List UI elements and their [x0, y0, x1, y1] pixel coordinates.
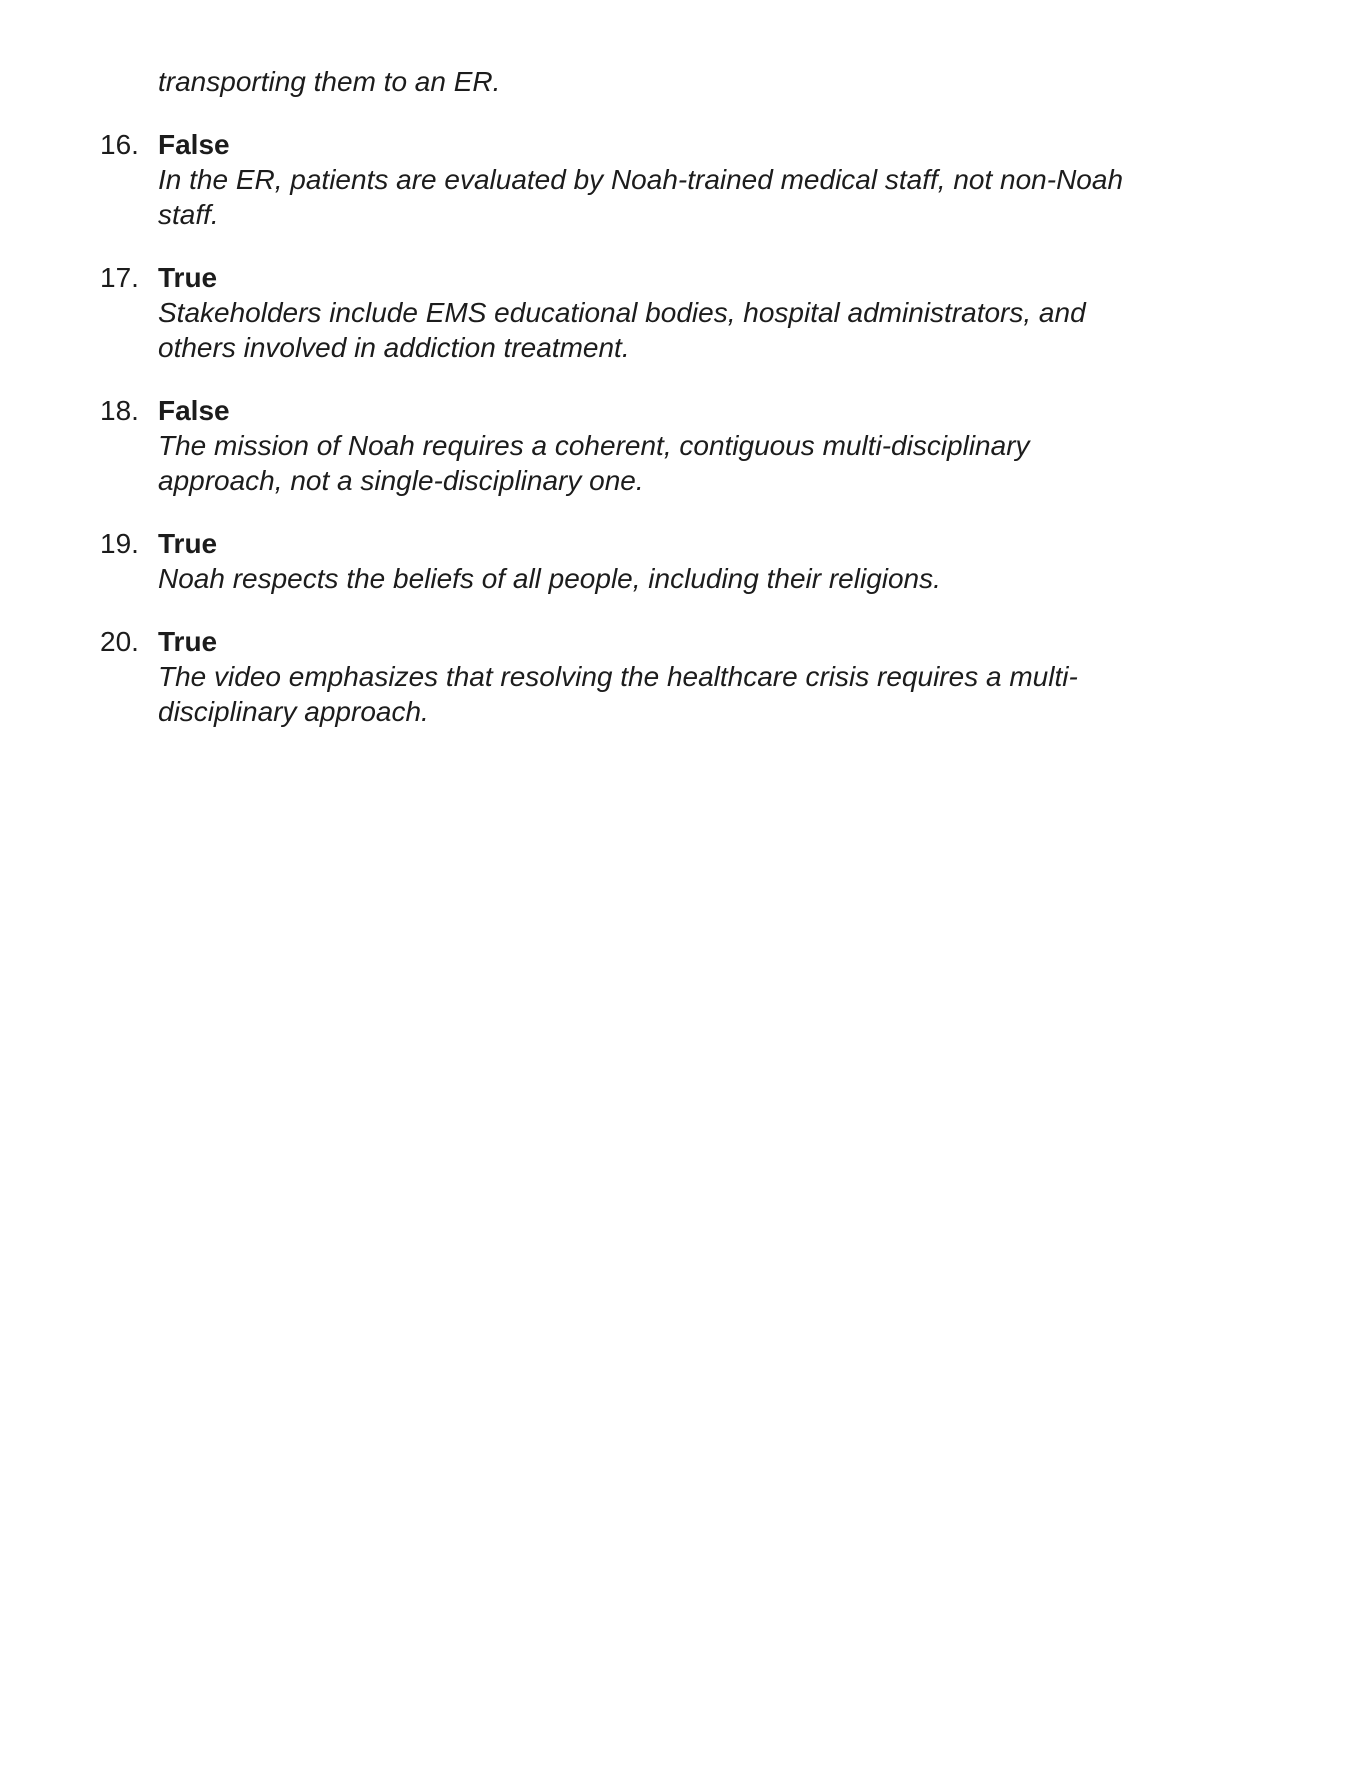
qa-answer-label: False [158, 129, 230, 160]
qa-explanation-text: Stakeholders include EMS educational bodies, hospital administrators, and others involved in addiction treatment. [158, 297, 1086, 363]
qa-item-number: 20. [100, 626, 139, 657]
qa-item-19 [100, 526, 1246, 596]
qa-item-number: 16. [100, 129, 139, 160]
qa-item-17 [100, 260, 1246, 365]
qa-explanation-text: The mission of Noah requires a coherent, contiguous multi-disciplinary approach, not a single-disciplinary one. [158, 430, 1030, 496]
qa-item-body [158, 127, 1158, 232]
qa-explanation-text: The video emphasizes that resolving the healthcare crisis requires a multi-disciplinary approach. [158, 661, 1078, 727]
qa-item-number: 19. [100, 528, 139, 559]
qa-item-16 [100, 127, 1246, 232]
qa-answer-label: True [158, 262, 218, 293]
qa-item-number: 17. [100, 262, 139, 293]
qa-answer-label: False [158, 395, 230, 426]
qa-item-body [158, 526, 941, 596]
qa-item-number: 18. [100, 395, 139, 426]
qa-explanation-text: Noah respects the beliefs of all people, including their religions. [158, 563, 941, 594]
qa-item-body [158, 393, 1158, 498]
qa-item-body [158, 624, 1158, 729]
qa-answer-label: True [158, 528, 218, 559]
qa-item-18 [100, 393, 1246, 498]
previous-item-continuation-text: transporting them to an ER. [158, 66, 501, 97]
qa-answer-label: True [158, 626, 218, 657]
qa-item-body [158, 260, 1158, 365]
document-content [0, 0, 1366, 729]
qa-item-20 [100, 624, 1246, 729]
qa-explanation-text: In the ER, patients are evaluated by Noah-trained medical staff, not non-Noah staff. [158, 164, 1124, 230]
